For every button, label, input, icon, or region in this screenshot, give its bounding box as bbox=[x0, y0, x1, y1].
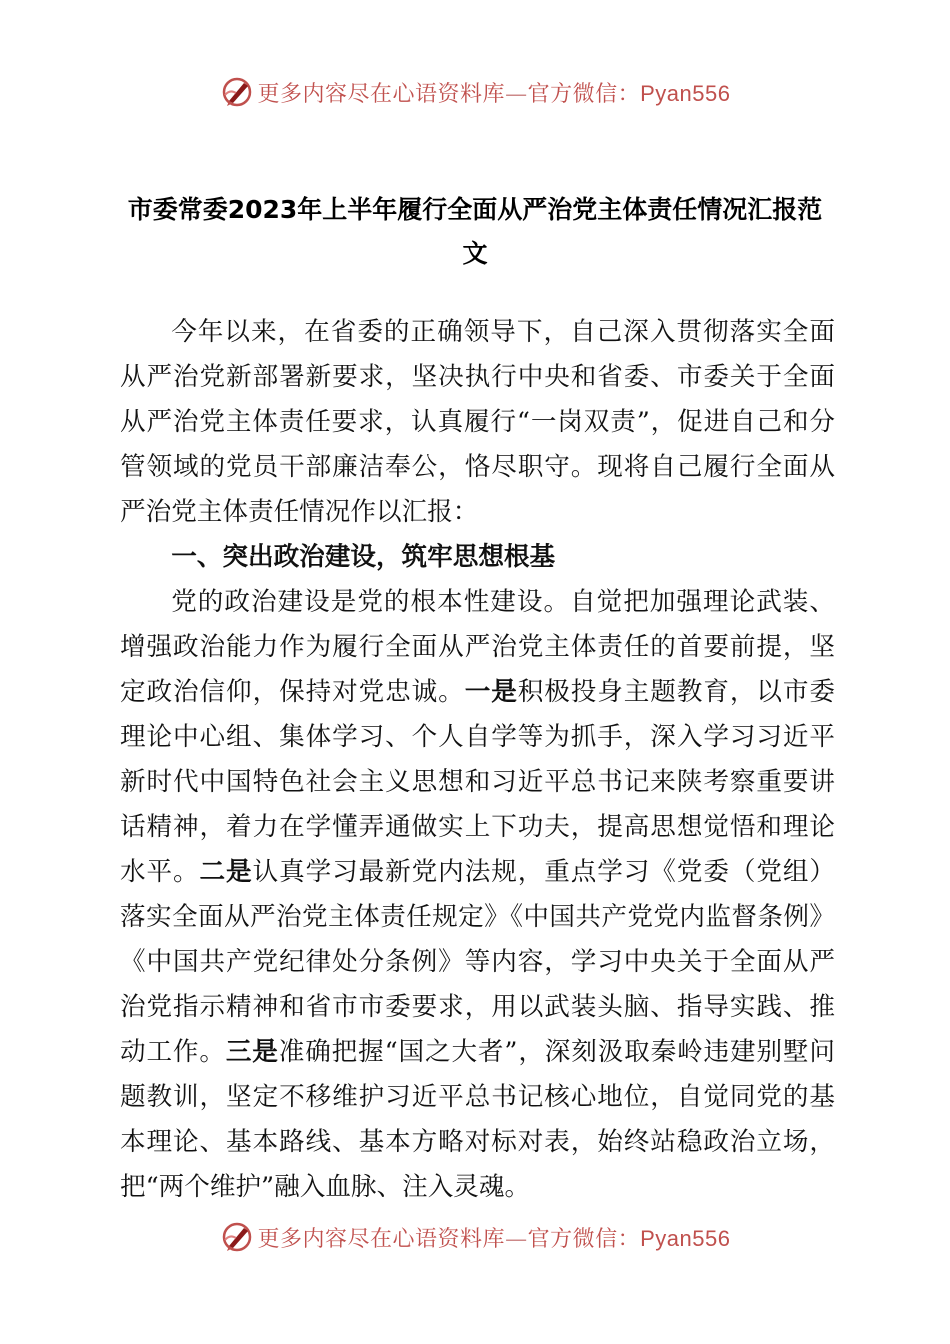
title-line-2: 文 bbox=[462, 239, 488, 268]
watermark-slogan: 更多内容尽在心语资料库 bbox=[257, 81, 506, 107]
point-3-label: 三是 bbox=[225, 1037, 279, 1067]
section-1-paragraph bbox=[120, 580, 835, 1210]
point-1-label: 一是 bbox=[464, 677, 518, 707]
intro-paragraph: 今年以来，在省委的正确领导下，自己深入贯彻落实全面从严治党新部署新要求，坚决执行中央和省委、市委关于全面从严治党主体责任要求，认真履行“一岗双责”，促进自己和分管领域的党员干部廉洁奉公，恪尽职守。现将自己履行全面从严治党主体责任情况作以汇报： bbox=[120, 317, 835, 527]
pen-logo-icon bbox=[220, 1220, 254, 1254]
watermark-wechat-id: Pyan556 bbox=[640, 80, 731, 106]
watermark-text bbox=[258, 77, 731, 108]
watermark-banner-bottom bbox=[0, 1217, 950, 1257]
document-body bbox=[120, 310, 835, 1210]
watermark-text bbox=[258, 1222, 731, 1253]
point-2-label: 二是 bbox=[199, 857, 253, 887]
watermark-banner-top bbox=[0, 72, 950, 112]
watermark-separator: — bbox=[505, 81, 528, 107]
watermark-wechat-id: Pyan556 bbox=[640, 1225, 731, 1251]
watermark-label: 官方微信： bbox=[527, 81, 641, 107]
section-1-heading: 一、突出政治建设，筑牢思想根基 bbox=[171, 542, 556, 572]
pen-logo-icon bbox=[220, 75, 254, 109]
point-3-text: 准确把握“国之大者”，深刻汲取秦岭违建别墅问题教训，坚定不移维护习近平总书记核心地位，自觉同党的基本理论、基本路线、基本方略对标对表，始终站稳政治立场，把“两个维护”融入血脉、注入灵魂。 bbox=[120, 1037, 835, 1202]
watermark-label: 官方微信： bbox=[527, 1226, 641, 1252]
watermark-slogan: 更多内容尽在心语资料库 bbox=[257, 1226, 506, 1252]
section-1-lead: 党的政治建设是党的根本性建设。自觉把加强理论武装、增强政治能力作为履行全面从严治党主体责任的首要前提，坚定政治信仰，保持对党忠诚。 bbox=[120, 587, 835, 707]
watermark-separator: — bbox=[505, 1226, 528, 1252]
title-line-1: 市委常委2023年上半年履行全面从严治党主体责任情况汇报范 bbox=[127, 195, 823, 224]
point-2-text: 认真学习最新党内法规，重点学习《党委（党组）落实全面从严治党主体责任规定》《中国共产党党内监督条例》《中国共产党纪律处分条例》等内容，学习中央关于全面从严治党指示精神和省市市委要求，用以武装头脑、指导实践、推动工作。 bbox=[120, 857, 835, 1067]
point-1-text: 积极投身主题教育，以市委理论中心组、集体学习、个人自学等为抓手，深入学习习近平新时代中国特色社会主义思想和习近平总书记来陕考察重要讲话精神，着力在学懂弄通做实上下功夫，提高思想觉悟和理论水平。 bbox=[120, 677, 835, 887]
document-title bbox=[100, 188, 850, 276]
